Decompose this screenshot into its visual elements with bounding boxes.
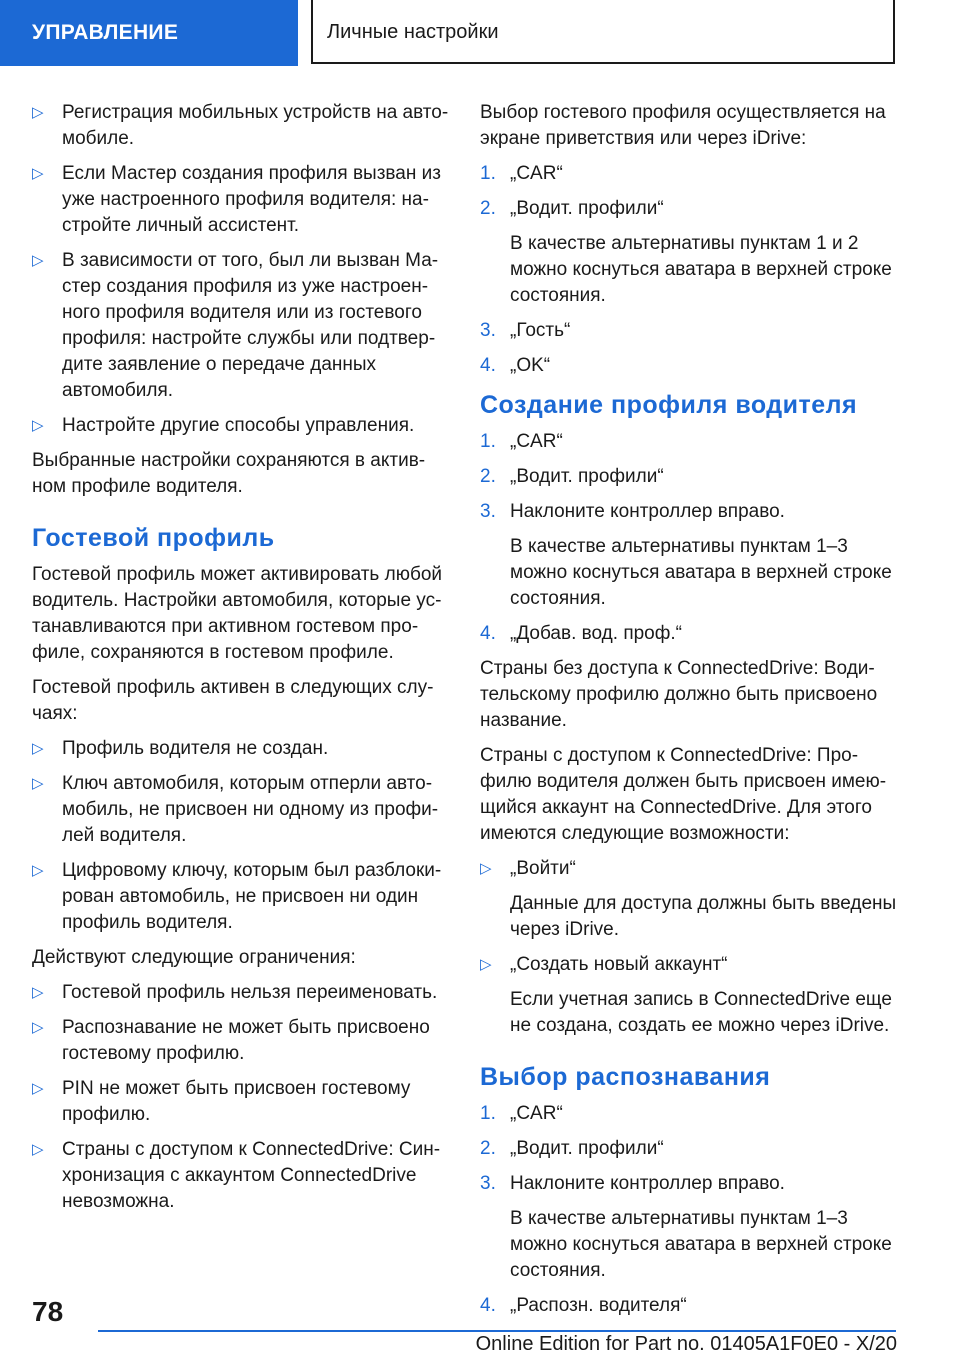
- numbered-step: 1. „CAR“: [480, 429, 900, 455]
- step-number: 2.: [480, 198, 496, 219]
- triangle-bullet-icon: ▷: [32, 252, 44, 269]
- triangle-bullet-icon: ▷: [480, 860, 492, 877]
- triangle-bullet-icon: ▷: [32, 862, 44, 879]
- edition-footer: Online Edition for Part no. 01405A1F0E0 - X/20: [475, 1333, 897, 1355]
- numbered-step: 1. „CAR“: [480, 1101, 900, 1127]
- step-note: Если учетная запись в ConnectedDrive еще не создана, создать ее можно через iDrive.: [510, 989, 892, 1036]
- step-number: 3.: [480, 1173, 496, 1194]
- step-note: Данные для доступа должны быть введены через iDrive.: [510, 893, 897, 940]
- list-item: ▷ Профиль водителя не создан.: [32, 738, 329, 759]
- list-item: ▷ Если Мастер создания профиля вызван из уже настроенного профиля водителя: настройте личный ассистент.: [32, 163, 441, 236]
- step-number: 3.: [480, 501, 496, 522]
- numbered-step: 2. „Водит. профили“: [480, 464, 900, 490]
- numbered-step: 3. Наклоните контроллер вправо.: [480, 499, 900, 525]
- step-number: 1.: [480, 1103, 496, 1124]
- list-item: ▷ Ключ автомобиля, которым отперли автомобиль, не присвоен ни одному из профилей водителя.: [32, 773, 439, 846]
- left-column: [32, 100, 452, 1224]
- list-item: ▷ Распознавание не может быть присвоено гостевому профилю.: [32, 1017, 430, 1064]
- step-number: 4.: [480, 1295, 496, 1316]
- numbered-step: 3. „Гость“: [480, 318, 900, 344]
- step-number: 4.: [480, 623, 496, 644]
- section-label: УПРАВЛЕНИЕ: [0, 0, 298, 66]
- list-item: ▷ Регистрация мобильных устройств на автомобиле.: [32, 102, 449, 149]
- numbered-step: 2. „Водит. профили“: [480, 1136, 900, 1162]
- section-heading-guest-profile: Гостевой профиль: [32, 524, 275, 552]
- triangle-bullet-icon: ▷: [32, 104, 44, 121]
- step-number: 2.: [480, 466, 496, 487]
- page-header: [0, 0, 960, 66]
- list-item: ▷ „Войти“: [480, 858, 576, 879]
- triangle-bullet-icon: ▷: [32, 1080, 44, 1097]
- paragraph: Гостевой профиль может активировать любой водитель. Настройки автомобиля, которые устанавливаются при активном гостевом профиле, сохраняются в гостевом профиле.: [32, 564, 443, 663]
- triangle-bullet-icon: ▷: [32, 417, 44, 434]
- section-heading-create-profile: Создание профиля водителя: [480, 391, 858, 419]
- list-item: ▷ В зависимости от того, был ли вызван Мастер создания профиля из уже настроенного профиля водителя или из гостевого профиля: настройте службы или подтвердите заявление о передаче данных автомобиля.: [32, 250, 439, 401]
- numbered-step: 3. Наклоните контроллер вправо.: [480, 1171, 900, 1197]
- section-heading-recognition: Выбор распознавания: [480, 1063, 771, 1091]
- numbered-step: 4. „Распозн. водителя“: [480, 1293, 900, 1319]
- footer-divider: [98, 1330, 896, 1332]
- triangle-bullet-icon: ▷: [32, 1019, 44, 1036]
- list-item: ▷ Страны с доступом к ConnectedDrive: Синхронизация с аккаунтом ConnectedDrive невозможна.: [32, 1139, 441, 1212]
- list-item: ▷ Гостевой профиль нельзя переименовать.: [32, 982, 438, 1003]
- page-number: 78: [32, 1296, 64, 1327]
- list-item: ▷ Цифровому ключу, которым был разблокирован автомобиль, не присвоен ни один профиль водителя.: [32, 860, 442, 933]
- step-note: В качестве альтернативы пунктам 1–3 можно коснуться аватара в верхней строке состояния.: [510, 1208, 892, 1281]
- step-number: 3.: [480, 320, 496, 341]
- step-number: 4.: [480, 355, 496, 376]
- paragraph: Страны с доступом к ConnectedDrive: Профилю водителя должен быть присвоен имеющийся аккаунт на ConnectedDrive. Для этого имеются следующие возможности:: [480, 745, 887, 844]
- list-item: ▷ PIN не может быть присвоен гостевому профилю.: [32, 1078, 411, 1125]
- step-number: 1.: [480, 431, 496, 452]
- paragraph: Гостевой профиль активен в следующих случаях:: [32, 677, 434, 724]
- step-note: В качестве альтернативы пунктам 1 и 2 можно коснуться аватара в верхней строке состояния.: [510, 233, 892, 306]
- triangle-bullet-icon: ▷: [32, 740, 44, 757]
- paragraph: Выбор гостевого профиля осуществляется на экране приветствия или через iDrive:: [480, 102, 886, 149]
- numbered-step: 4. „OK“: [480, 353, 900, 379]
- triangle-bullet-icon: ▷: [32, 984, 44, 1001]
- triangle-bullet-icon: ▷: [32, 775, 44, 792]
- step-number: 2.: [480, 1138, 496, 1159]
- triangle-bullet-icon: ▷: [480, 956, 492, 973]
- paragraph: Страны без доступа к ConnectedDrive: Водительскому профилю должно быть присвоено название.: [480, 658, 878, 731]
- step-note: В качестве альтернативы пунктам 1–3 можно коснуться аватара в верхней строке состояния.: [510, 536, 892, 609]
- list-item: ▷ „Создать новый аккаунт“: [480, 954, 728, 975]
- triangle-bullet-icon: ▷: [32, 165, 44, 182]
- paragraph: Выбранные настройки сохраняются в активном профиле водителя.: [32, 450, 426, 497]
- list-item: ▷ Настройте другие способы управления.: [32, 415, 415, 436]
- chapter-title: Личные настройки: [311, 0, 895, 64]
- numbered-step: 1. „CAR“: [480, 161, 900, 187]
- step-number: 1.: [480, 163, 496, 184]
- paragraph: Действуют следующие ограничения:: [32, 947, 356, 968]
- triangle-bullet-icon: ▷: [32, 1141, 44, 1158]
- numbered-step: 2. „Водит. профили“: [480, 196, 900, 222]
- right-column: [480, 100, 900, 1328]
- numbered-step: 4. „Добав. вод. проф.“: [480, 621, 900, 647]
